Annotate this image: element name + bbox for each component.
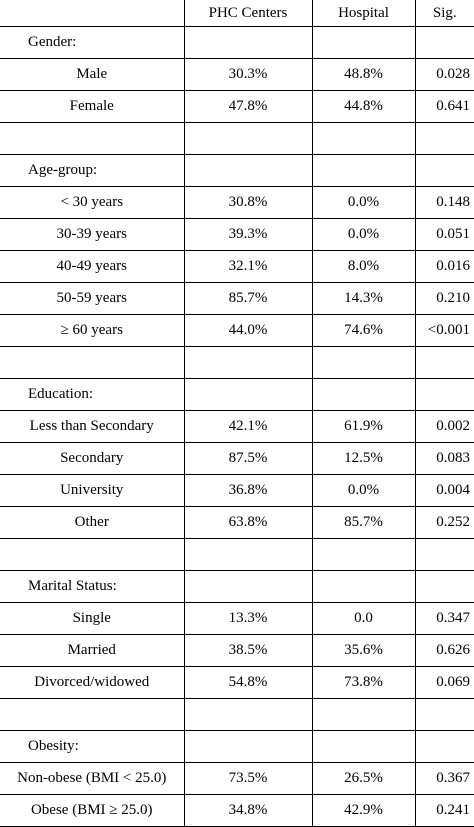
sig-value: 0.028 — [415, 59, 474, 91]
section-header-row — [0, 155, 474, 187]
empty-cell — [415, 155, 474, 187]
empty-cell — [415, 347, 474, 379]
phc-centers-value: 34.8% — [184, 795, 312, 827]
header-hospital: Hospital — [312, 0, 415, 27]
empty-cell — [312, 379, 415, 411]
spacer-row — [0, 347, 474, 379]
table-row — [0, 251, 474, 283]
phc-centers-value: 63.8% — [184, 507, 312, 539]
hospital-value: 12.5% — [312, 443, 415, 475]
empty-cell — [184, 571, 312, 603]
table-body — [0, 27, 474, 827]
table-row — [0, 475, 474, 507]
empty-cell — [184, 27, 312, 59]
empty-cell — [312, 731, 415, 763]
row-label: Other — [0, 507, 184, 539]
row-label: Obese (BMI ≥ 25.0) — [0, 795, 184, 827]
phc-centers-value: 54.8% — [184, 667, 312, 699]
row-label: 50-59 years — [0, 283, 184, 315]
hospital-value: 48.8% — [312, 59, 415, 91]
row-label: Married — [0, 635, 184, 667]
hospital-value: 0.0% — [312, 187, 415, 219]
table-row — [0, 507, 474, 539]
hospital-value: 14.3% — [312, 283, 415, 315]
phc-centers-value: 13.3% — [184, 603, 312, 635]
table-row — [0, 443, 474, 475]
row-label: Single — [0, 603, 184, 635]
empty-cell — [415, 699, 474, 731]
empty-cell — [415, 27, 474, 59]
sig-value: 0.148 — [415, 187, 474, 219]
sig-value: 0.002 — [415, 411, 474, 443]
row-label: ≥ 60 years — [0, 315, 184, 347]
table-row — [0, 59, 474, 91]
empty-cell — [184, 379, 312, 411]
phc-centers-value: 32.1% — [184, 251, 312, 283]
table-row — [0, 219, 474, 251]
spacer-row — [0, 539, 474, 571]
sig-value: 0.069 — [415, 667, 474, 699]
row-label: Secondary — [0, 443, 184, 475]
hospital-value: 74.6% — [312, 315, 415, 347]
section-label: Age-group: — [0, 155, 184, 187]
table-row — [0, 667, 474, 699]
hospital-value: 0.0% — [312, 475, 415, 507]
empty-cell — [184, 731, 312, 763]
empty-cell — [0, 539, 184, 571]
empty-cell — [184, 539, 312, 571]
empty-cell — [415, 123, 474, 155]
empty-cell — [0, 699, 184, 731]
phc-centers-value: 42.1% — [184, 411, 312, 443]
empty-cell — [0, 347, 184, 379]
header-phc-centers: PHC Centers — [184, 0, 312, 27]
section-label: Marital Status: — [0, 571, 184, 603]
empty-cell — [415, 379, 474, 411]
table-row — [0, 187, 474, 219]
phc-centers-value: 47.8% — [184, 91, 312, 123]
section-label: Obesity: — [0, 731, 184, 763]
empty-cell — [312, 699, 415, 731]
empty-cell — [415, 731, 474, 763]
sig-value: 0.083 — [415, 443, 474, 475]
table-row — [0, 635, 474, 667]
hospital-value: 26.5% — [312, 763, 415, 795]
row-label: Divorced/widowed — [0, 667, 184, 699]
table-row — [0, 763, 474, 795]
empty-cell — [312, 347, 415, 379]
row-label: University — [0, 475, 184, 507]
sig-value: 0.051 — [415, 219, 474, 251]
header-sig: Sig. — [415, 0, 474, 27]
empty-cell — [312, 571, 415, 603]
header-variable — [0, 0, 184, 27]
row-label: 40-49 years — [0, 251, 184, 283]
hospital-value: 85.7% — [312, 507, 415, 539]
empty-cell — [184, 347, 312, 379]
sig-value: 0.241 — [415, 795, 474, 827]
section-header-row — [0, 571, 474, 603]
empty-cell — [184, 123, 312, 155]
row-label: 30-39 years — [0, 219, 184, 251]
section-header-row — [0, 731, 474, 763]
header-row — [0, 0, 474, 27]
hospital-value: 0.0 — [312, 603, 415, 635]
phc-centers-value: 73.5% — [184, 763, 312, 795]
sig-value: 0.210 — [415, 283, 474, 315]
row-label: Less than Secondary — [0, 411, 184, 443]
table-row — [0, 315, 474, 347]
hospital-value: 42.9% — [312, 795, 415, 827]
section-header-row — [0, 27, 474, 59]
row-label: Female — [0, 91, 184, 123]
sig-value: 0.367 — [415, 763, 474, 795]
sig-value: 0.347 — [415, 603, 474, 635]
empty-cell — [415, 571, 474, 603]
sig-value: 0.252 — [415, 507, 474, 539]
empty-cell — [312, 155, 415, 187]
hospital-value: 0.0% — [312, 219, 415, 251]
empty-cell — [312, 539, 415, 571]
phc-centers-value: 87.5% — [184, 443, 312, 475]
phc-centers-value: 39.3% — [184, 219, 312, 251]
phc-centers-value: 30.3% — [184, 59, 312, 91]
row-label: < 30 years — [0, 187, 184, 219]
section-header-row — [0, 379, 474, 411]
empty-cell — [0, 123, 184, 155]
row-label: Male — [0, 59, 184, 91]
sig-value: 0.641 — [415, 91, 474, 123]
phc-centers-value: 38.5% — [184, 635, 312, 667]
table-row — [0, 91, 474, 123]
hospital-value: 61.9% — [312, 411, 415, 443]
empty-cell — [312, 27, 415, 59]
phc-centers-value: 85.7% — [184, 283, 312, 315]
phc-centers-value: 30.8% — [184, 187, 312, 219]
table-row — [0, 411, 474, 443]
empty-cell — [312, 123, 415, 155]
section-label: Education: — [0, 379, 184, 411]
spacer-row — [0, 123, 474, 155]
phc-centers-value: 36.8% — [184, 475, 312, 507]
table-row — [0, 795, 474, 827]
section-label: Gender: — [0, 27, 184, 59]
hospital-value: 35.6% — [312, 635, 415, 667]
table-row — [0, 283, 474, 315]
row-label: Non-obese (BMI < 25.0) — [0, 763, 184, 795]
hospital-value: 8.0% — [312, 251, 415, 283]
hospital-value: 44.8% — [312, 91, 415, 123]
empty-cell — [415, 539, 474, 571]
phc-centers-value: 44.0% — [184, 315, 312, 347]
spacer-row — [0, 699, 474, 731]
hospital-value: 73.8% — [312, 667, 415, 699]
empty-cell — [184, 155, 312, 187]
sig-value: 0.626 — [415, 635, 474, 667]
sig-value: 0.004 — [415, 475, 474, 507]
sig-value: <0.001 — [415, 315, 474, 347]
sig-value: 0.016 — [415, 251, 474, 283]
empty-cell — [184, 699, 312, 731]
table-row — [0, 603, 474, 635]
